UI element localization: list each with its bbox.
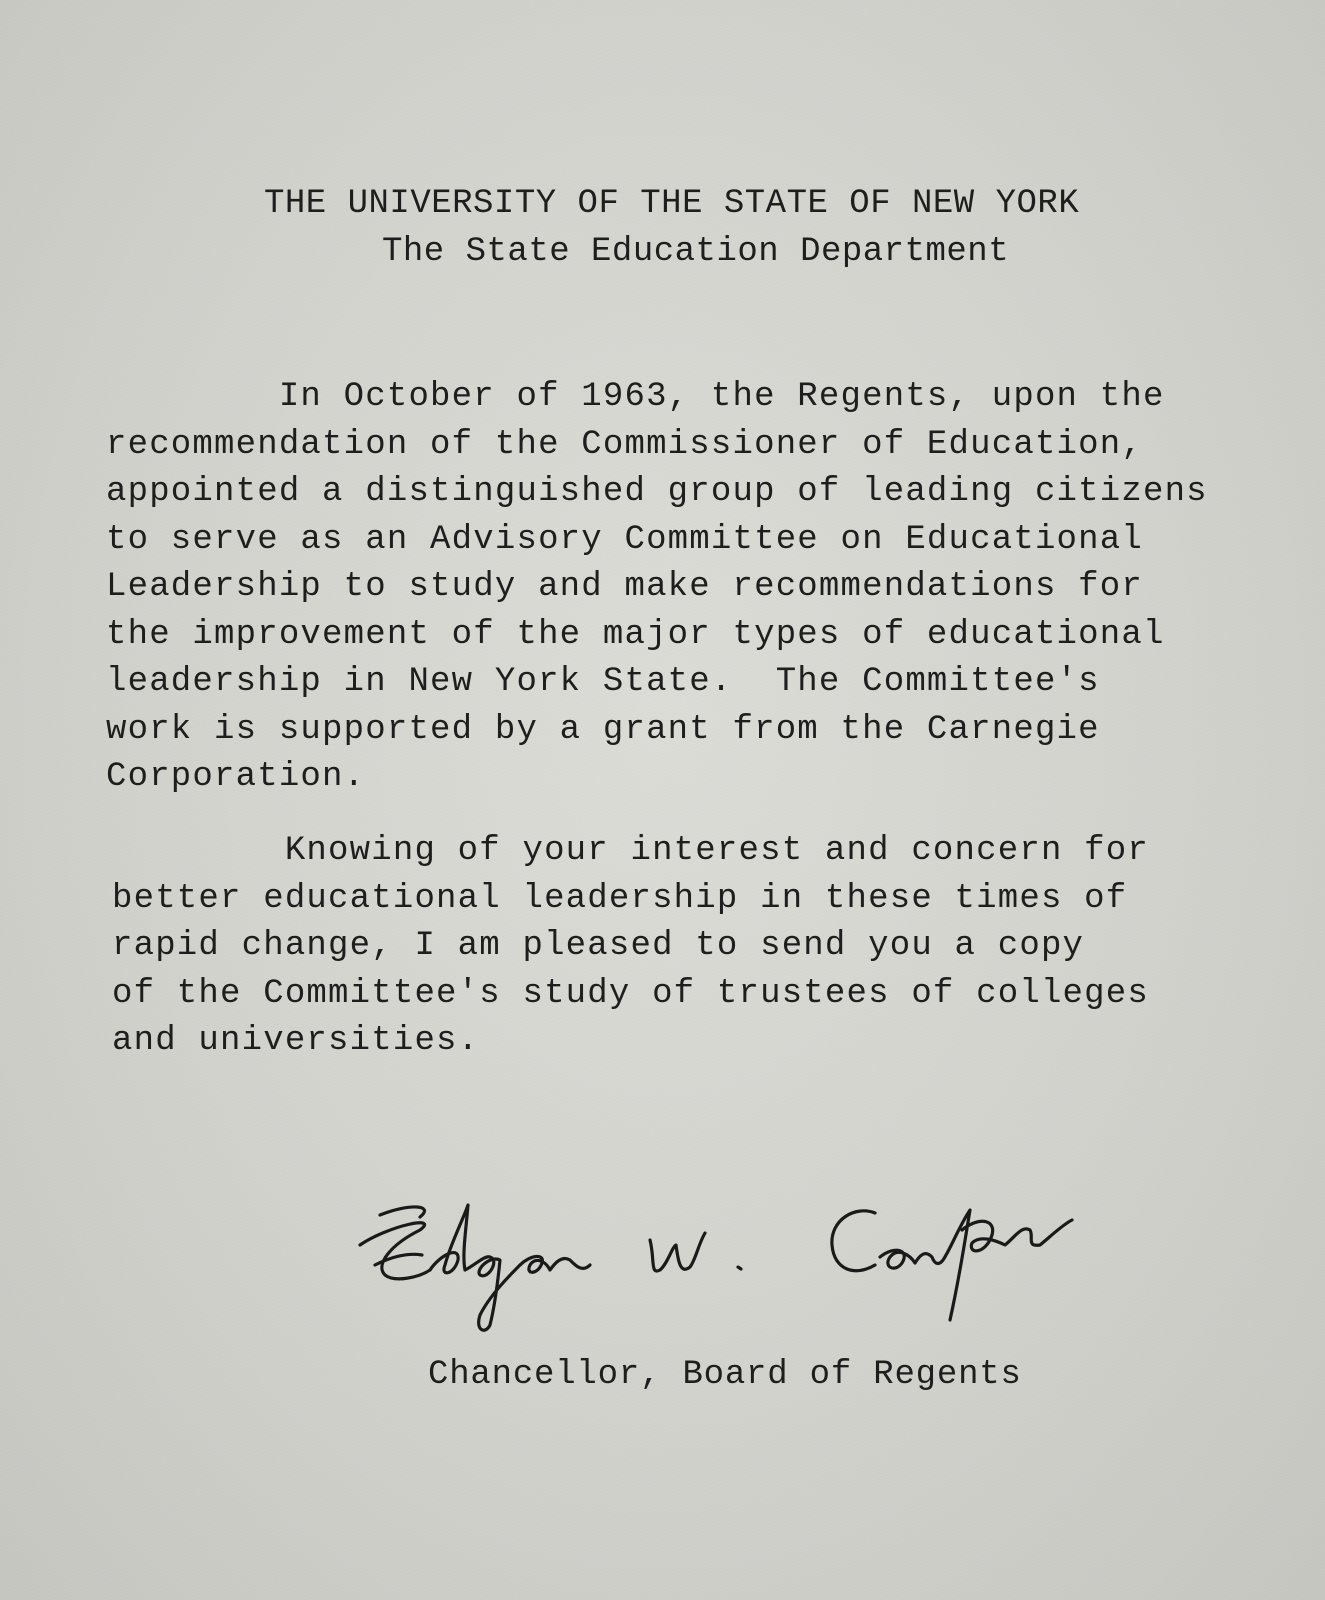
- institution-name: THE UNIVERSITY OF THE STATE OF NEW YORK: [264, 185, 1080, 223]
- department-name: The State Education Department: [382, 233, 1010, 271]
- handwritten-signature: [350, 1185, 1110, 1355]
- signatory-title: Chancellor, Board of Regents: [428, 1356, 1022, 1394]
- body-paragraph-1: In October of 1963, the Regents, upon the recommendation of the Commissioner of Education, appointed a distinguished group of leading citizens to serve as an Advisory Committee on Educational Leadership to study and make recommendations for the improvement of the major types of educational leadership in New York State. The Committee's work is supported by a grant from the Carnegie Corporation.: [106, 378, 1208, 796]
- body-paragraph-2: Knowing of your interest and concern for better educational leadership in these times of rapid change, I am pleased to send you a copy of the Committee's study of trustees of colleges and universities.: [112, 832, 1149, 1060]
